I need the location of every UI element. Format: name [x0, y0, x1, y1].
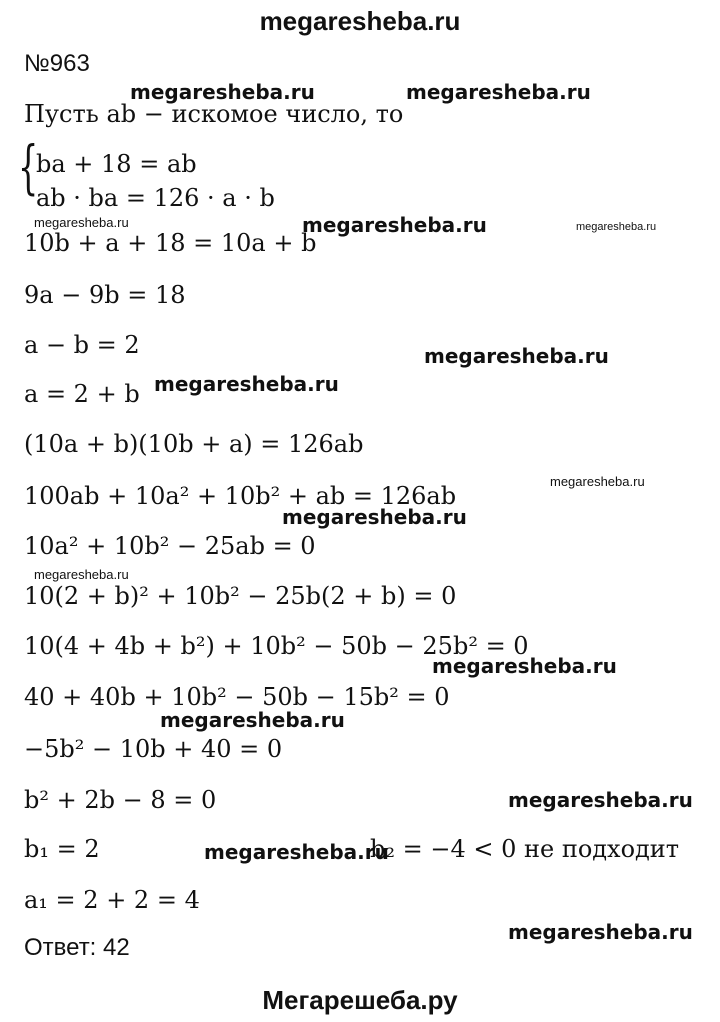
- answer: Ответ: 42: [24, 934, 130, 961]
- system-eq-2: ab · ba = 126 · a · b: [36, 184, 275, 212]
- problem-number: №963: [24, 50, 90, 77]
- step-line: 10b + a + 18 = 10a + b: [24, 229, 317, 257]
- watermark: megaresheba.ru: [508, 920, 693, 944]
- watermark: megaresheba.ru: [130, 80, 315, 104]
- step-line: 40 + 40b + 10b² − 50b − 15b² = 0: [24, 683, 450, 711]
- step-line: (10a + b)(10b + a) = 126ab: [24, 430, 364, 458]
- step-line: 10(4 + 4b + b²) + 10b² − 50b − 25b² = 0: [24, 632, 529, 660]
- site-header: megaresheba.ru: [259, 6, 461, 36]
- site-footer: Мегарешеба.ру: [262, 985, 458, 1015]
- watermark: megaresheba.ru: [576, 221, 657, 233]
- step-line: a − b = 2: [24, 331, 140, 359]
- watermark: megaresheba.ru: [34, 567, 129, 582]
- step-line: −5b² − 10b + 40 = 0: [24, 735, 283, 763]
- step-line: a₁ = 2 + 2 = 4: [24, 886, 200, 914]
- watermark: megaresheba.ru: [302, 213, 487, 237]
- watermark: megaresheba.ru: [160, 708, 345, 732]
- step-line: b² + 2b − 8 = 0: [24, 786, 217, 814]
- system-eq-1: ba + 18 = ab: [36, 150, 197, 178]
- watermark: megaresheba.ru: [550, 474, 645, 489]
- intro-line: Пусть ab − искомое число, то: [24, 100, 404, 128]
- step-line: 9a − 9b = 18: [24, 281, 186, 309]
- step-line: a = 2 + b: [24, 380, 140, 408]
- step-line: 100ab + 10a² + 10b² + ab = 126ab: [24, 482, 457, 510]
- watermark: megaresheba.ru: [34, 215, 129, 230]
- watermark: megaresheba.ru: [154, 372, 339, 396]
- watermark: megaresheba.ru: [282, 505, 467, 529]
- watermark: megaresheba.ru: [204, 840, 389, 864]
- system-brace: {: [18, 133, 39, 201]
- step-line: 10a² + 10b² − 25ab = 0: [24, 532, 316, 560]
- step-line: b₁ = 2: [24, 835, 100, 863]
- step-line: 10(2 + b)² + 10b² − 25b(2 + b) = 0: [24, 582, 457, 610]
- watermark: megaresheba.ru: [432, 654, 617, 678]
- watermark: megaresheba.ru: [508, 788, 693, 812]
- step-line-rejected-root: b₂ = −4 < 0 не подходит: [370, 835, 680, 863]
- watermark: megaresheba.ru: [406, 80, 591, 104]
- watermark: megaresheba.ru: [424, 344, 609, 368]
